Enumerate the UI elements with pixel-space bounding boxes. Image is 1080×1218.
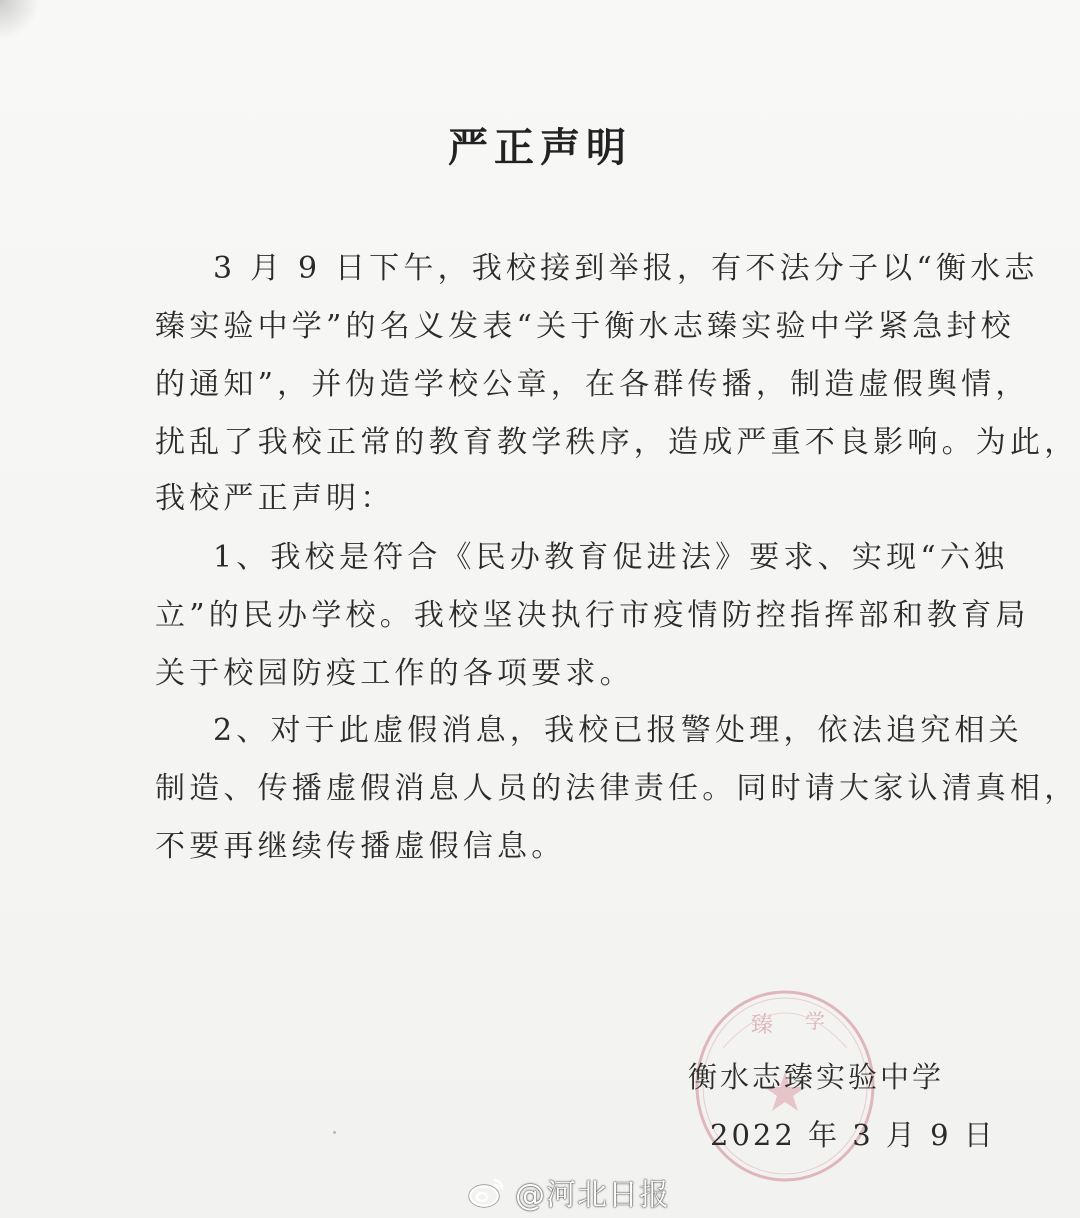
body-line: 立”的民办学校。我校坚决执行市疫情防控指挥部和教育局 bbox=[155, 598, 1030, 633]
signature-school: 衡水志臻实验中学 bbox=[688, 1060, 945, 1094]
body-line: 2、对于此虚假消息，我校已报警处理，依法追究相关 bbox=[213, 713, 1023, 748]
body-line: 关于校园防疫工作的各项要求。 bbox=[155, 656, 634, 691]
paper-speck bbox=[333, 1131, 336, 1134]
page-corner-shadow bbox=[0, 0, 40, 40]
body-line: 的通知”，并伪造学校公章，在各群传播，制造虚假舆情， bbox=[155, 367, 1030, 402]
body-line: 3 月 9 日下午，我校接到举报，有不法分子以“衡水志 bbox=[213, 251, 1039, 286]
watermark-text: @河北日报 bbox=[515, 1178, 670, 1213]
svg-text:臻: 臻 bbox=[751, 1013, 774, 1038]
weibo-watermark bbox=[467, 1172, 670, 1212]
body-line: 我校严正声明： bbox=[155, 481, 395, 516]
body-line: 臻实验中学”的名义发表“关于衡水志臻实验中学紧急封校 bbox=[155, 309, 1015, 344]
body-line: 1、我校是符合《民办教育促进法》要求、实现“六独 bbox=[213, 540, 1009, 575]
body-line: 不要再继续传播虚假信息。 bbox=[155, 829, 566, 864]
body-line: 扰乱了我校正常的教育教学秩序，造成严重不良影响。为此， bbox=[155, 425, 1079, 460]
weibo-icon bbox=[467, 1175, 507, 1209]
svg-text:学: 学 bbox=[805, 1009, 825, 1033]
page-title: 严正声明 bbox=[448, 125, 632, 171]
body-line: 制造、传播虚假消息人员的法律责任。同时请大家认清真相， bbox=[155, 771, 1079, 806]
signature-date: 2022 年 3 月 9 日 bbox=[710, 1118, 996, 1152]
